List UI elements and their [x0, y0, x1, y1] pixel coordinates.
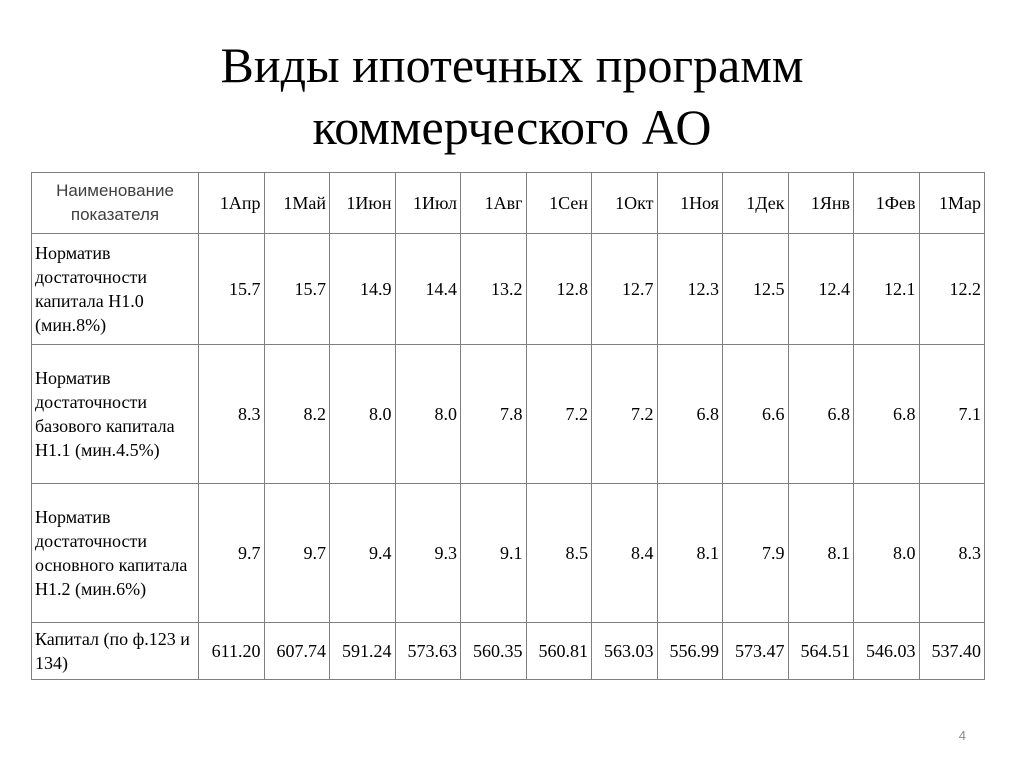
table-cell: 14.4 — [395, 234, 461, 345]
table-cell: 12.1 — [854, 234, 920, 345]
table-cell: 15.7 — [264, 234, 330, 345]
table-cell: 537.40 — [919, 623, 985, 680]
header-month: 1Ноя — [657, 173, 723, 234]
header-month: 1Апр — [199, 173, 265, 234]
table-cell: 6.8 — [788, 345, 854, 484]
table-row — [32, 484, 985, 623]
table-cell: 13.2 — [461, 234, 527, 345]
header-month: 1Янв — [788, 173, 854, 234]
table-cell: 564.51 — [788, 623, 854, 680]
table-cell: 12.2 — [919, 234, 985, 345]
table-cell: 8.0 — [330, 345, 396, 484]
table-cell: 7.2 — [526, 345, 592, 484]
header-month: 1Мар — [919, 173, 985, 234]
table-cell: 15.7 — [199, 234, 265, 345]
table-cell: 9.4 — [330, 484, 396, 623]
header-month: 1Фев — [854, 173, 920, 234]
table-cell: 8.3 — [199, 345, 265, 484]
table-cell: 6.6 — [723, 345, 789, 484]
table-cell: 8.0 — [854, 484, 920, 623]
table-cell: 573.47 — [723, 623, 789, 680]
table-cell: 12.5 — [723, 234, 789, 345]
table-cell: 6.8 — [657, 345, 723, 484]
table-cell: 9.1 — [461, 484, 527, 623]
capital-ratios-table — [31, 172, 985, 680]
table-cell: 556.99 — [657, 623, 723, 680]
header-month: 1Окт — [592, 173, 658, 234]
row-label-h1-2: Норматив достаточности основного капитала Н1.2 (мин.6%) — [32, 484, 199, 623]
table-cell: 546.03 — [854, 623, 920, 680]
table-cell: 8.2 — [264, 345, 330, 484]
table-cell: 611.20 — [199, 623, 265, 680]
table-cell: 8.1 — [788, 484, 854, 623]
header-month: 1Июн — [330, 173, 396, 234]
header-month: 1Июл — [395, 173, 461, 234]
row-label-h1-0: Норматив достаточности капитала Н1.0 (мин.8%) — [32, 234, 199, 345]
header-month: 1Авг — [461, 173, 527, 234]
table-cell: 14.9 — [330, 234, 396, 345]
slide-title-line-2: коммерческого АО — [312, 99, 712, 155]
table-cell: 591.24 — [330, 623, 396, 680]
page-number: 4 — [958, 728, 966, 743]
row-label-capital: Капитал (по ф.123 и 134) — [32, 623, 199, 680]
table-cell: 560.81 — [526, 623, 592, 680]
table-header-row — [32, 173, 985, 234]
table-cell: 8.1 — [657, 484, 723, 623]
table-cell: 8.3 — [919, 484, 985, 623]
slide-title-line-1: Виды ипотечных программ — [220, 37, 804, 93]
table-cell: 12.3 — [657, 234, 723, 345]
slide-title — [0, 34, 1024, 158]
table-cell: 7.9 — [723, 484, 789, 623]
table-cell: 8.0 — [395, 345, 461, 484]
table-cell: 560.35 — [461, 623, 527, 680]
table-cell: 9.7 — [199, 484, 265, 623]
table-cell: 8.5 — [526, 484, 592, 623]
table-cell: 8.4 — [592, 484, 658, 623]
table-cell: 6.8 — [854, 345, 920, 484]
table-cell: 563.03 — [592, 623, 658, 680]
table-cell: 9.7 — [264, 484, 330, 623]
table-cell: 12.8 — [526, 234, 592, 345]
table-cell: 7.2 — [592, 345, 658, 484]
table-cell: 573.63 — [395, 623, 461, 680]
table-cell: 12.7 — [592, 234, 658, 345]
table-cell: 607.74 — [264, 623, 330, 680]
table-cell: 9.3 — [395, 484, 461, 623]
table-row — [32, 234, 985, 345]
header-month: 1Май — [264, 173, 330, 234]
table-cell: 12.4 — [788, 234, 854, 345]
table-row — [32, 345, 985, 484]
table-row — [32, 623, 985, 680]
row-label-h1-1: Норматив достаточности базового капитала Н1.1 (мин.4.5%) — [32, 345, 199, 484]
header-month: 1Дек — [723, 173, 789, 234]
table-cell: 7.1 — [919, 345, 985, 484]
header-indicator-name: Наименование показателя — [32, 173, 199, 234]
header-month: 1Сен — [526, 173, 592, 234]
table-cell: 7.8 — [461, 345, 527, 484]
